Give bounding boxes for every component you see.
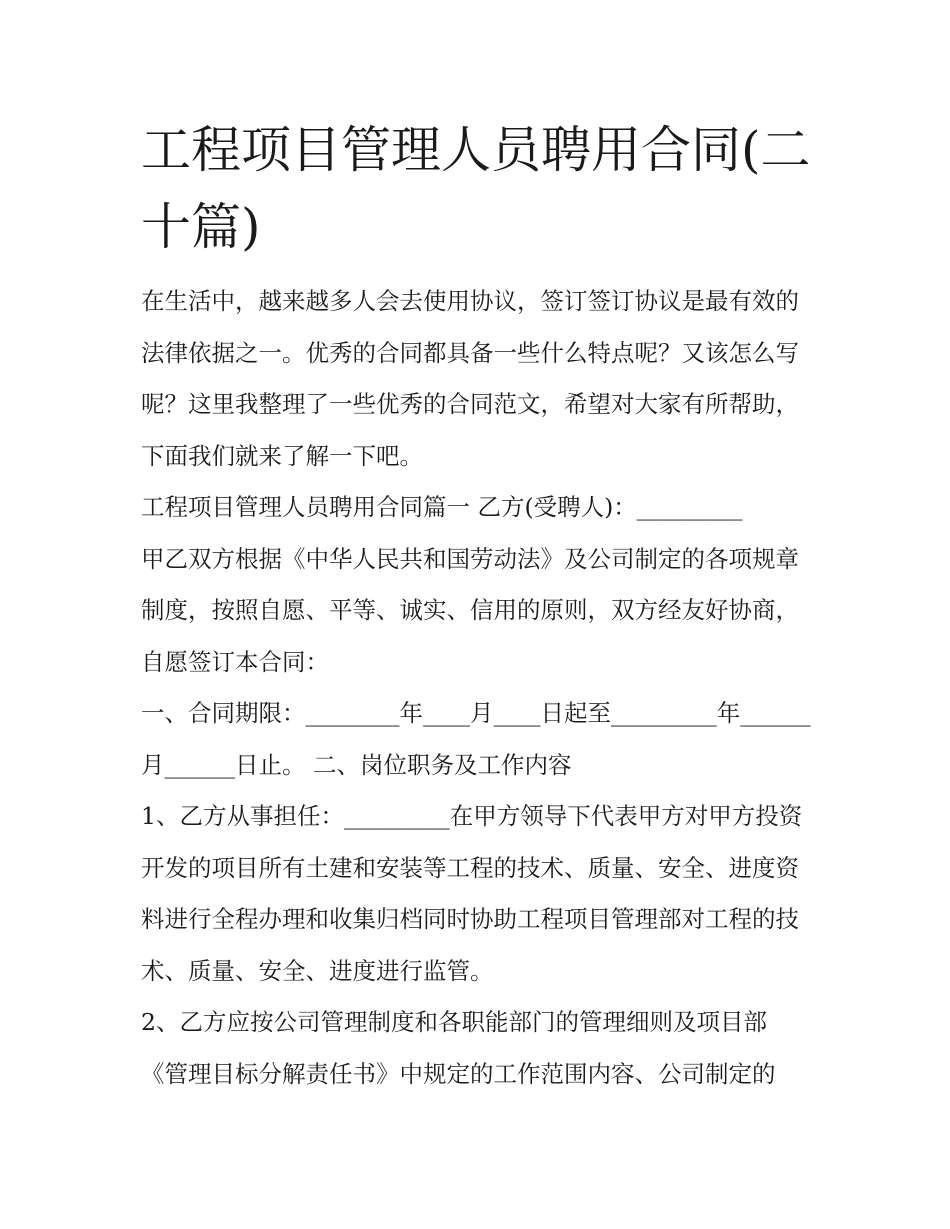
document-title: 工程项目管理人员聘用合同(二十篇) — [141, 121, 811, 256]
preamble-paragraph: 甲乙双方根据《中华人民共和国劳动法》及公司制定的各项规章制度，按照自愿、平等、诚实、信用的原则，双方经友好协商，自愿签订本合同： — [141, 544, 799, 676]
document-body — [141, 276, 813, 1100]
term-clause: 一、合同期限：________年____月____日起至_________年______月______日止。 二、岗位职务及工作内容 — [141, 699, 811, 779]
contract-heading-line: 工程项目管理人员聘用合同篇一 乙方(受聘人)：_________ — [141, 493, 743, 521]
clause-2: 2、乙方应按公司管理制度和各职能部门的管理细则及项目部《管理目标分解责任书》中规定的工作范围内容、公司制定的 — [141, 1008, 776, 1088]
intro-paragraph: 在生活中，越来越多人会去使用协议，签订签订协议是最有效的法律依据之一。优秀的合同都具备一些什么特点呢？又该怎么写呢？这里我整理了一些优秀的合同范文，希望对大家有所帮助，下面我们就来了解一下吧。 — [141, 287, 799, 470]
clause-1: 1、乙方从事担任：_________在甲方领导下代表甲方对甲方投资开发的项目所有土建和安装等工程的技术、质量、安全、进度资料进行全程办理和收集归档同时协助工程项目管理部对工程的技术、质量、安全、进度进行监管。 — [141, 802, 803, 985]
